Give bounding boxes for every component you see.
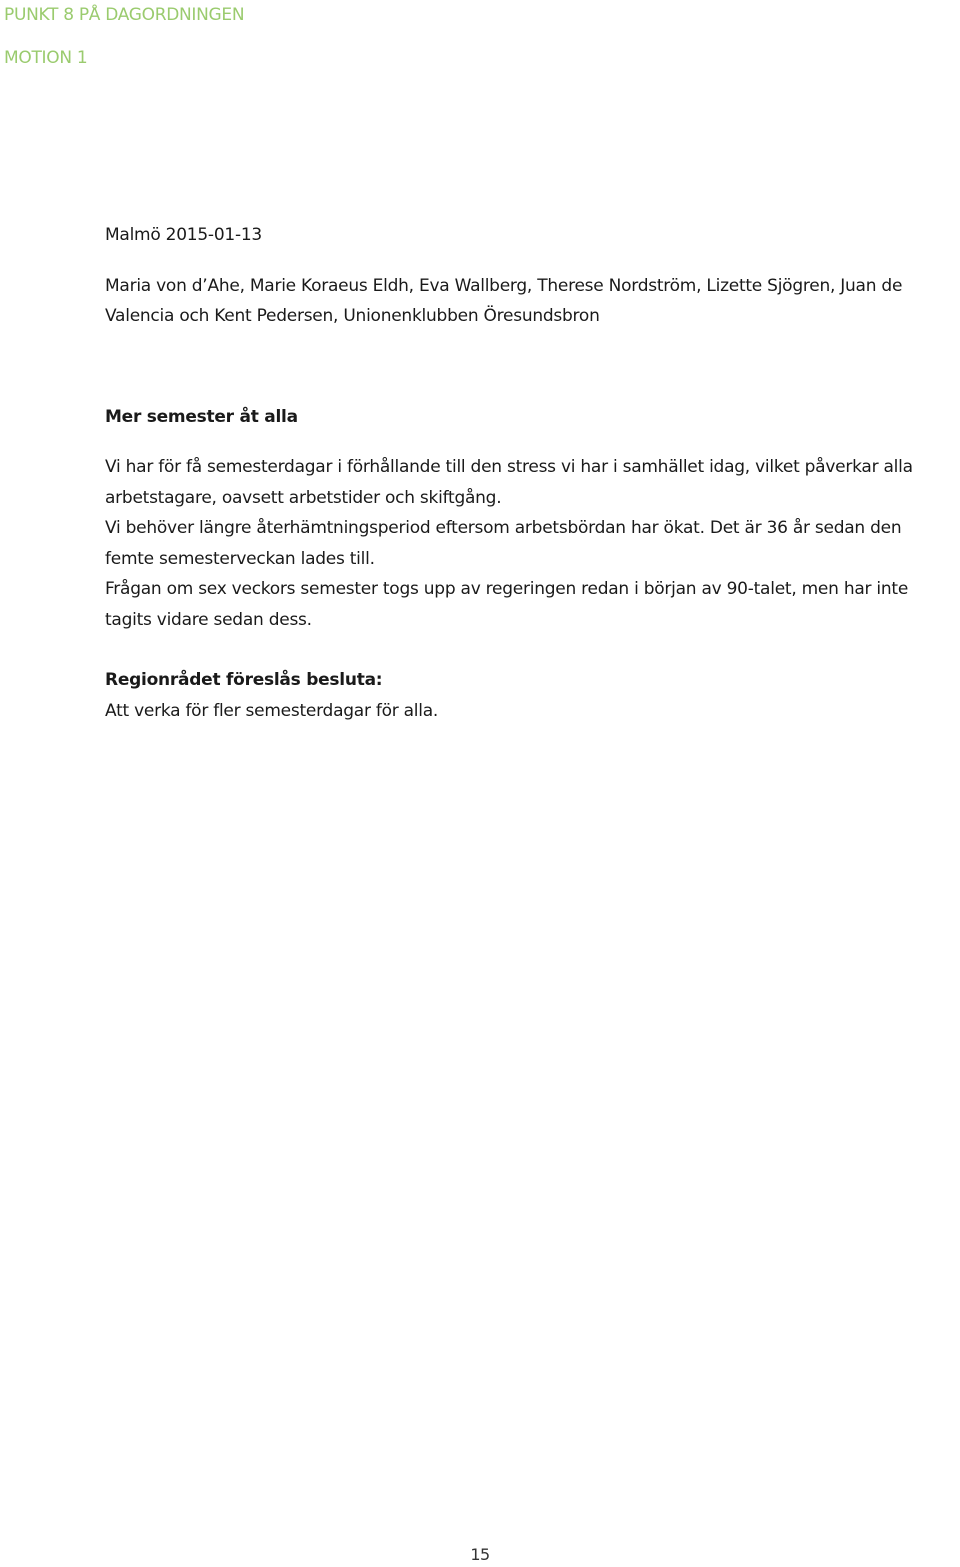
agenda-item-heading: PUNKT 8 PÅ DAGORDNINGEN (4, 5, 245, 25)
body-paragraph: Frågan om sex veckors semester togs upp av regeringen redan i början av 90-talet, men har inte tagits vidare sedan dess. (105, 579, 909, 630)
body-paragraph: Vi behöver längre återhämtningsperiod eftersom arbetsbördan har ökat. Det är 36 år sedan den femte semesterveckan lades till. (105, 518, 902, 569)
body-paragraph: Vi har för få semesterdagar i förhållande till den stress vi har i samhället idag, vilket påverkar alla arbetstagare, oavsett arbetstider och skiftgång. (105, 457, 913, 508)
page-number: 15 (470, 1545, 490, 1564)
document-body (105, 220, 955, 726)
spacer (105, 635, 955, 665)
document-date: Malmö 2015-01-13 (105, 225, 262, 245)
proposal-text: Att verka för fler semesterdagar för alla. (105, 700, 439, 721)
proposal-heading: Regionrådet föreslås besluta: (105, 670, 383, 690)
document-authors: Maria von d’Ahe, Marie Koraeus Eldh, Eva Wallberg, Therese Nordström, Lizette Sjögren, Juan de Valencia och Kent Pedersen, Unionenklubben Öresundsbron (105, 275, 903, 326)
motion-heading: MOTION 1 (4, 48, 88, 68)
document-title: Mer semester åt alla (105, 406, 298, 427)
